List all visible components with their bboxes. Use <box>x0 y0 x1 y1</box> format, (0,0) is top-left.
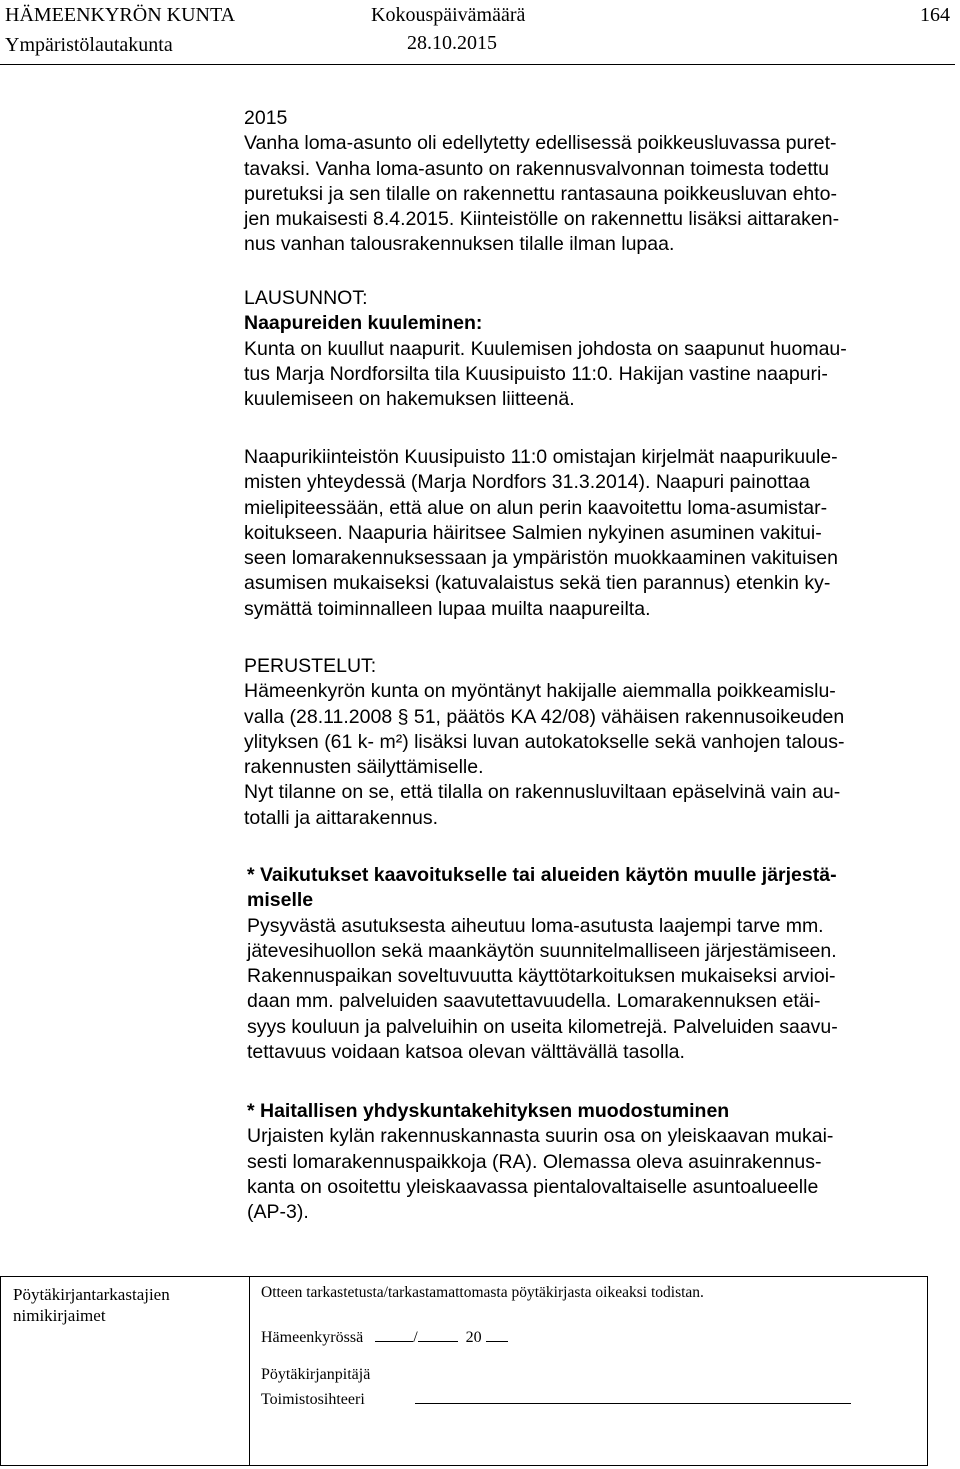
text-line: rakennusten säilyttämiselle. <box>244 756 484 779</box>
text-line: totalli ja aittarakennus. <box>244 806 439 829</box>
signer-role: Pöytäkirjanpitäjä <box>261 1366 371 1383</box>
text-line: kuulemiseen on hakemuksen liitteenä. <box>244 388 575 411</box>
signer-title-line <box>261 1389 851 1409</box>
text-line: Nyt tilanne on se, että tilalla on rakennusluviltaan epäselvinä vain au- <box>244 781 841 804</box>
date-separator: / <box>413 1329 418 1346</box>
inspectors-initials-label <box>13 1284 170 1326</box>
lausunnot-subheading: Naapureiden kuuleminen: <box>244 312 483 335</box>
vaikutukset-heading: miselle <box>247 889 314 912</box>
perustelut-heading: PERUSTELUT: <box>244 655 377 677</box>
text-line: ylityksen (61 k- m²) lisäksi luvan autokatokselle sekä vanhojen talous- <box>244 730 845 753</box>
footer-label-line: nimikirjaimet <box>13 1306 106 1325</box>
vaikutukset-heading: * Vaikutukset kaavoitukselle tai alueiden käytön muulle järjestä- <box>247 864 837 886</box>
intro-paragraph <box>244 106 839 258</box>
perustelut-section <box>244 654 844 831</box>
text-line: Rakennuspaikan soveltuvuutta käyttötarkoituksen mukaiseksi arvioi- <box>247 965 836 988</box>
page-footer <box>0 1276 928 1466</box>
text-line: (AP-3). <box>247 1201 309 1224</box>
text-line: jätevesihuollon sekä maankäytön suunnitelmalliseen järjestämiseen. <box>247 939 837 962</box>
place-name: Hämeenkyrössä <box>261 1329 364 1346</box>
year-prefix: 20 <box>465 1329 482 1346</box>
lausunnot-section <box>244 286 847 412</box>
meeting-date-label: Kokouspäivämäärä <box>371 4 526 26</box>
text-line: misten yhteydessä (Marja Nordfors 31.3.2014). Naapuri painottaa <box>244 471 810 494</box>
header-divider <box>0 64 955 65</box>
text-line: sesti lomarakennuspaikkoja (RA). Olemassa oleva asuinrakennus- <box>247 1150 822 1173</box>
text-line: koitukseen. Naapuria häiritsee Salmien nykyinen asuminen vakitui- <box>244 521 822 544</box>
footer-label-line: Pöytäkirjantarkastajien <box>13 1285 170 1304</box>
board-name: Ympäristölautakunta <box>5 34 173 56</box>
text-line: Pysyvästä asutuksesta aiheutuu loma-asutusta laajempi tarve mm. <box>247 914 824 937</box>
lausunnot-heading: LAUSUNNOT: <box>244 287 368 309</box>
meeting-date: 28.10.2015 <box>407 32 497 54</box>
page-header <box>0 0 960 70</box>
text-line: puretuksi ja sen tilalle on rakennettu rantasauna poikkeusluvan ehto- <box>244 182 837 205</box>
text-line: asumisen mukaiseksi (katuvalaistus sekä tien parannus) etenkin ky- <box>244 572 831 595</box>
text-line: symättä toiminnalleen lupaa muilta naapureilta. <box>244 597 651 620</box>
text-line: daan mm. palveluiden saavutettavuudella. Lomarakennuksen etäi- <box>247 990 821 1013</box>
signer-title: Toimistosihteeri <box>261 1391 365 1408</box>
year-blank <box>486 1327 508 1342</box>
page-number: 164 <box>920 4 950 26</box>
vaikutukset-section <box>247 863 838 1065</box>
haitallisen-section <box>247 1099 833 1225</box>
text-line: valla (28.11.2008 § 51, päätös KA 42/08) vähäisen rakennusoikeuden <box>244 705 845 728</box>
organization-name: HÄMEENKYRÖN KUNTA <box>5 4 236 26</box>
signature-blank <box>415 1389 851 1404</box>
text-line: Vanha loma-asunto oli edellytetty edellisessä poikkeusluvassa puret- <box>244 132 837 155</box>
month-blank <box>418 1327 458 1342</box>
footer-divider <box>249 1277 250 1465</box>
naapuri-paragraph <box>244 445 838 622</box>
haitallisen-heading: * Haitallisen yhdyskuntakehityksen muodostuminen <box>247 1100 730 1122</box>
text-line: Urjaisten kylän rakennuskannasta suurin osa on yleiskaavan mukai- <box>247 1125 834 1148</box>
place-date-line <box>261 1327 508 1347</box>
text-line: Hämeenkyrön kunta on myöntänyt hakijalle aiemmalla poikkeamislu- <box>244 680 836 703</box>
text-line: syys kouluun ja palveluihin on useita kilometrejä. Palveluiden saavu- <box>247 1015 838 1038</box>
text-line: 2015 <box>244 107 288 129</box>
text-line: mielipiteessään, että alue on alun perin kaavoitettu loma-asumistar- <box>244 496 828 519</box>
text-line: kanta on osoitettu yleiskaavassa pientalovaltaiselle asuntoalueelle <box>247 1175 819 1198</box>
text-line: tus Marja Nordforsilta tila Kuusipuisto 11:0. Hakijan vastine naapuri- <box>244 362 828 385</box>
text-line: jen mukaisesti 8.4.2015. Kiinteistölle on rakennettu lisäksi aittaraken- <box>244 208 840 231</box>
certification-text: Otteen tarkastetusta/tarkastamattomasta pöytäkirjasta oikeaksi todistan. <box>261 1284 704 1301</box>
text-line: seen lomarakennuksessaan ja ympäristön muokkaaminen vakituisen <box>244 547 838 570</box>
text-line: Kunta on kuullut naapurit. Kuulemisen johdosta on saapunut huomau- <box>244 337 847 360</box>
text-line: Naapurikiinteistön Kuusipuisto 11:0 omistajan kirjelmät naapurikuule- <box>244 446 838 468</box>
text-line: nus vanhan talousrakennuksen tilalle ilman lupaa. <box>244 233 675 256</box>
text-line: tettavuus voidaan katsoa olevan välttävällä tasolla. <box>247 1041 685 1064</box>
text-line: tavaksi. Vanha loma-asunto on rakennusvalvonnan toimesta todettu <box>244 157 829 180</box>
day-blank <box>375 1327 413 1342</box>
